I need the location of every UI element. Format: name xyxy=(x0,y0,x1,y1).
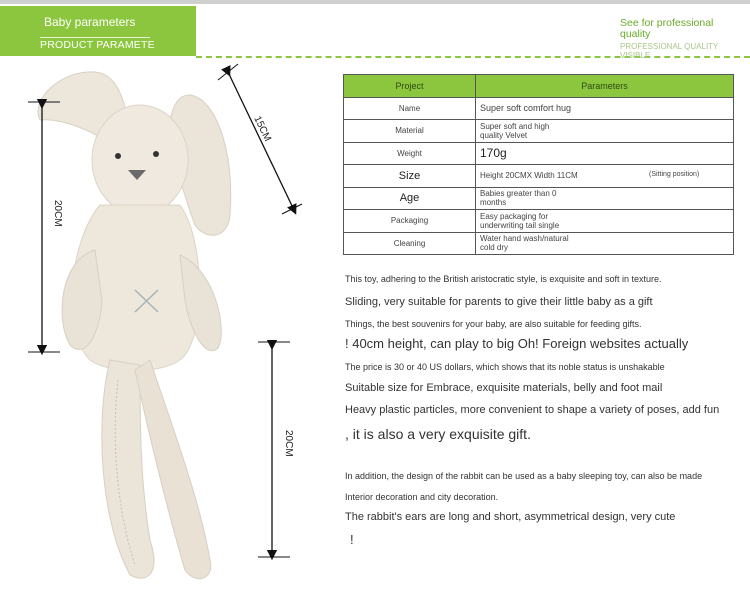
row-label: Size xyxy=(344,165,476,188)
table-row xyxy=(344,97,734,120)
bunny-head xyxy=(92,105,188,215)
row-value: Height 20CMX Width 11CM xyxy=(480,171,578,181)
description-line: In addition, the design of the rabbit can be used as a baby sleeping toy, can also be made xyxy=(345,471,703,481)
row-label: Material xyxy=(344,120,476,143)
row-label: Cleaning xyxy=(344,232,476,255)
description-line: ! 40cm height, can play to big Oh! Foreign websites actually xyxy=(345,336,689,351)
table-row xyxy=(344,210,734,233)
table-row xyxy=(344,232,734,255)
description-line: Interior decoration and city decoration. xyxy=(345,492,499,502)
description-line: ! xyxy=(350,532,354,547)
dim-ear-label: 15CM xyxy=(251,114,273,144)
parameters-table xyxy=(343,74,734,255)
row-label: Weight xyxy=(344,142,476,165)
description-line: Heavy plastic particles, more convenient to shape a variety of poses, add fun xyxy=(345,404,720,416)
col-header-parameters: Parameters xyxy=(476,75,734,98)
table-row xyxy=(344,120,734,143)
description-line: , it is also a very exquisite gift. xyxy=(345,426,531,442)
row-value: Easy packaging for underwriting tail single xyxy=(476,210,734,233)
header-subtitle: PRODUCT PARAMETE xyxy=(40,39,155,51)
top-border xyxy=(0,0,750,4)
pro-quality-note xyxy=(620,18,740,60)
header-divider xyxy=(40,37,150,38)
header-badge xyxy=(0,6,196,56)
description-line: The rabbit's ears are long and short, asymmetrical design, very cute xyxy=(345,511,676,523)
description-line: Things, the best souvenirs for your baby, are also suitable for feeding gifts. xyxy=(345,319,642,329)
description-line: This toy, adhering to the British aristocratic style, is exquisite and soft in texture. xyxy=(345,274,662,284)
table-row xyxy=(344,187,734,210)
row-value: 170g xyxy=(476,142,734,165)
description-line: The price is 30 or 40 US dollars, which shows that its noble status is unshakable xyxy=(345,362,665,372)
row-value: Super soft and high quality Velvet xyxy=(476,120,734,143)
row-value: Super soft comfort hug xyxy=(476,97,734,120)
size-note: (Sitting position) xyxy=(649,171,700,179)
bunny-toy-illustration xyxy=(0,58,330,594)
description-line: Sliding, very suitable for parents to give their little baby as a gift xyxy=(345,296,653,308)
dim-height-label: 20CM xyxy=(52,200,63,227)
description-line: Suitable size for Embrace, exquisite materials, belly and foot mail xyxy=(345,382,663,394)
header-title: Baby parameters xyxy=(44,15,136,29)
pro-quality-subtext: PROFESSIONAL QUALITY VISIBLE xyxy=(620,42,719,60)
row-label: Age xyxy=(344,187,476,210)
table-row xyxy=(344,142,734,165)
pro-quality-text: See for professional quality xyxy=(620,17,714,40)
row-value: Water hand wash/natural cold dry xyxy=(476,232,734,255)
row-label: Name xyxy=(344,97,476,120)
dim-legs-label: 20CM xyxy=(283,430,294,457)
table-row xyxy=(344,165,734,188)
col-header-project: Project xyxy=(344,75,476,98)
row-value-size xyxy=(476,165,734,188)
row-value: Babies greater than 0 months xyxy=(476,187,734,210)
row-label: Packaging xyxy=(344,210,476,233)
